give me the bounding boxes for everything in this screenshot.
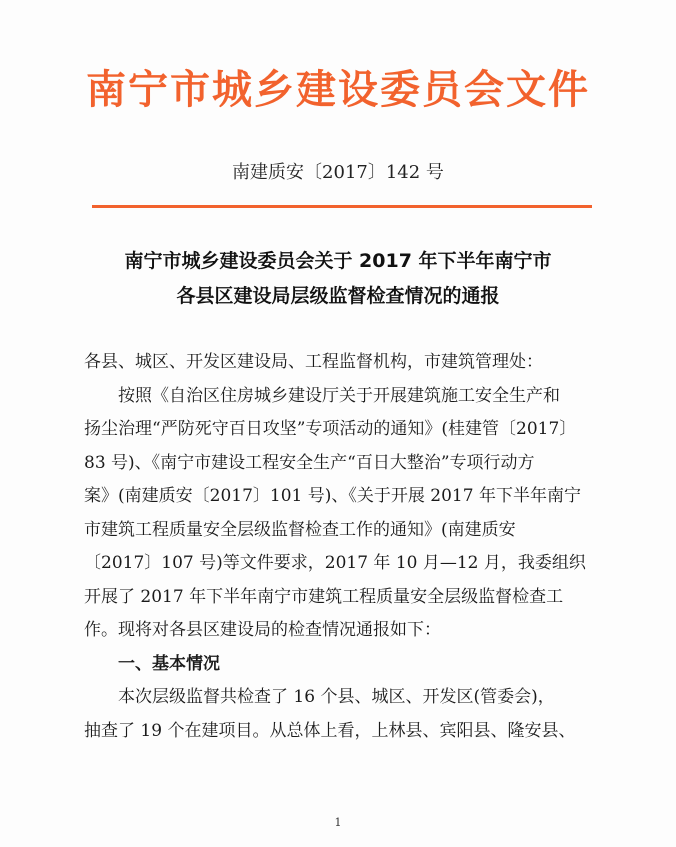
body-line: 〔2017〕107 号)等文件要求，2017 年 10 月—12 月，我委组织 bbox=[84, 553, 586, 573]
page-number: 1 bbox=[334, 816, 342, 829]
body-line: 按照《自治区住房城乡建设厅关于开展建筑施工安全生产和 bbox=[84, 385, 560, 406]
header-divider-line bbox=[92, 205, 592, 208]
body-line: 市建筑工程质量安全层级监督检查工作的通知》(南建质安 bbox=[84, 519, 516, 540]
addressee-line: 各县、城区、开发区建设局、工程监督机构，市建筑管理处： bbox=[84, 352, 543, 372]
document-header-title: 南宁市城乡建设委员会文件 bbox=[86, 67, 590, 113]
document-subject bbox=[0, 244, 676, 314]
body-line: 83 号)、《南宁市建设工程安全生产“百日大整治”专项行动方 bbox=[84, 452, 535, 473]
document-number: 南建质安〔2017〕142 号 bbox=[232, 162, 444, 183]
document-body bbox=[84, 346, 604, 748]
body-line: 抽查了 19 个在建项目。从总体上看，上林县、宾阳县、隆安县、 bbox=[84, 720, 576, 741]
body-line: 扬尘治理“严防死守百日攻坚”专项活动的通知》(桂建管〔2017〕 bbox=[84, 419, 577, 439]
section-heading: 一、基本情况 bbox=[84, 653, 220, 674]
body-line: 作。现将对各县区建设局的检查情况通报如下： bbox=[84, 620, 441, 640]
subject-line-1: 南宁市城乡建设委员会关于 2017 年下半年南宁市 bbox=[124, 250, 552, 272]
body-line: 开展了 2017 年下半年南宁市建筑工程质量安全层级监督检查工 bbox=[84, 586, 564, 607]
subject-line-2: 各县区建设局层级监督检查情况的通报 bbox=[176, 285, 500, 307]
body-line: 本次层级监督共检查了 16 个县、城区、开发区(管委会)， bbox=[84, 687, 555, 707]
body-line: 案》(南建质安〔2017〕101 号)、《关于开展 2017 年下半年南宁 bbox=[84, 486, 581, 506]
